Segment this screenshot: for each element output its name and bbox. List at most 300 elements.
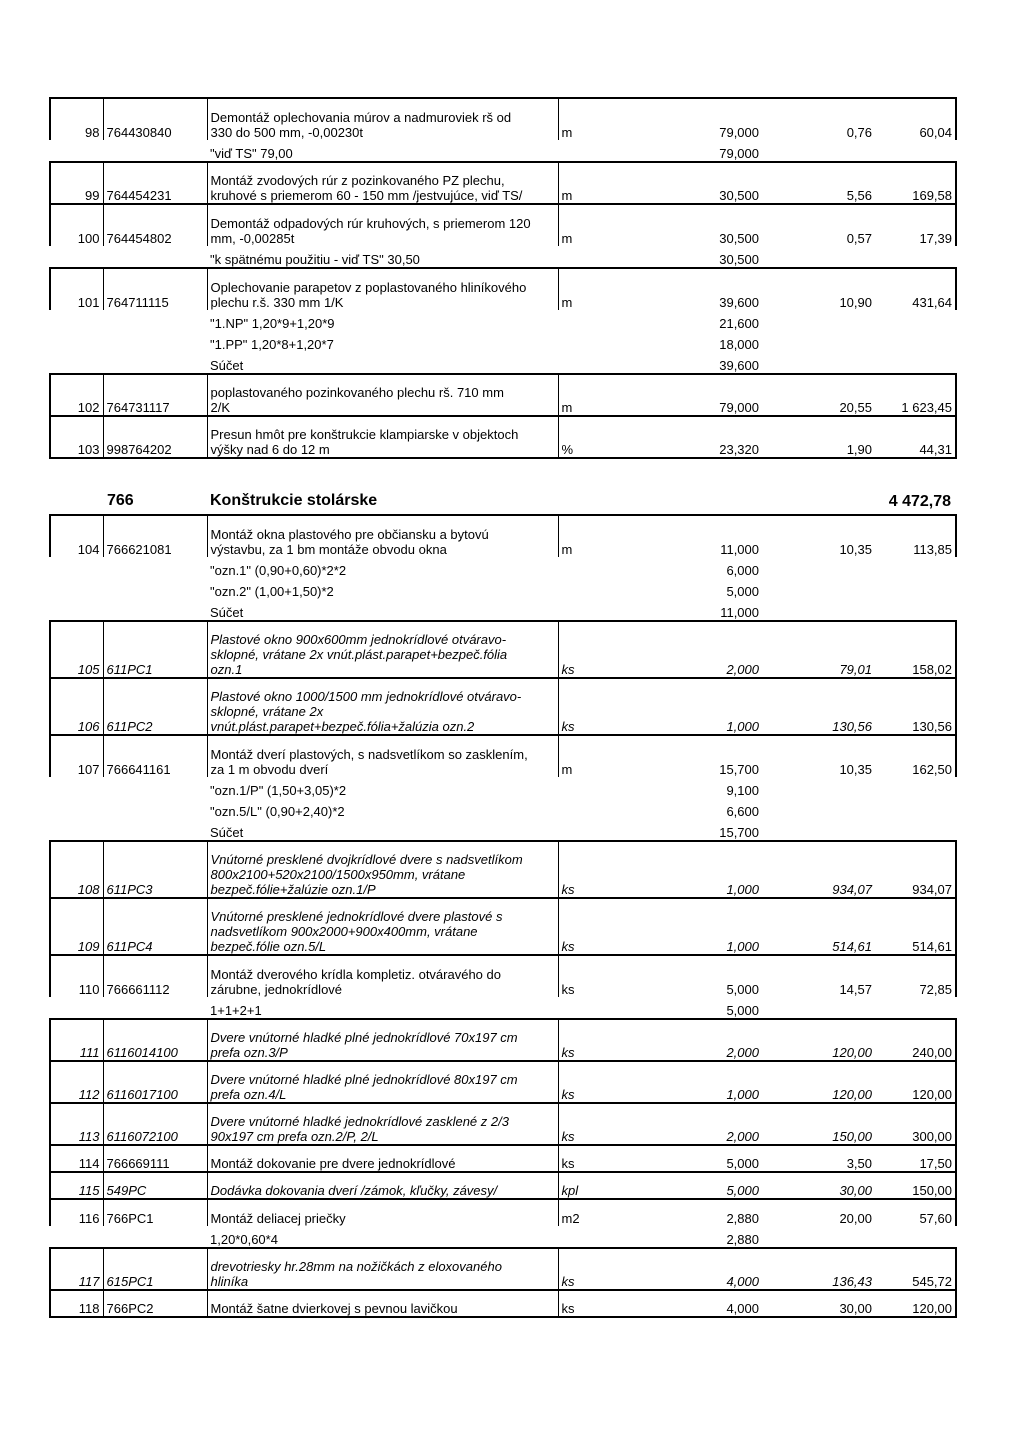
items-table-stolarske <box>49 514 957 1318</box>
empty-cell <box>762 352 875 374</box>
empty-cell <box>762 599 875 621</box>
table-row <box>50 898 956 955</box>
item-code: 766PC1 <box>103 1199 207 1226</box>
empty-cell <box>762 1226 875 1248</box>
item-total: 44,31 <box>875 416 956 458</box>
calculation-quantity: 5,000 <box>726 584 759 599</box>
item-quantity: 11,000 <box>612 515 762 557</box>
calculation-formula: "ozn.2" (1,00+1,50)*2 <box>210 584 334 599</box>
description-line: Presun hmôt pre konštrukcie klampiarske v objektoch <box>210 427 519 442</box>
item-unit: ks <box>558 898 612 955</box>
item-unit: m <box>558 515 612 557</box>
item-quantity: 5,000 <box>612 1145 762 1172</box>
item-total: 1 623,45 <box>875 374 956 416</box>
item-unit-price: 1,90 <box>762 416 875 458</box>
item-number: 112 <box>50 1061 103 1103</box>
table-row <box>50 515 956 557</box>
empty-cell <box>875 246 956 268</box>
empty-cell <box>50 578 103 599</box>
description-line: 800x2100+520x2100/1500x950mm, vrátane <box>210 867 466 882</box>
empty-cell <box>875 578 956 599</box>
empty-cell <box>558 798 612 819</box>
description-line: prefa ozn.3/P <box>210 1045 288 1060</box>
item-number: 102 <box>50 374 103 416</box>
description-line: bezpeč.fólie+žalúzie ozn.1/P <box>210 882 376 897</box>
item-unit: ks <box>558 1103 612 1145</box>
description-line: výstavbu, za 1 bm montáže obvodu okna <box>210 542 447 557</box>
table-row <box>50 1019 956 1061</box>
item-unit-price: 79,01 <box>762 621 875 678</box>
item-description <box>207 162 558 204</box>
item-number: 103 <box>50 416 103 458</box>
item-description <box>207 955 558 997</box>
item-description <box>207 735 558 777</box>
item-unit-price: 150,00 <box>762 1103 875 1145</box>
item-quantity: 15,700 <box>612 735 762 777</box>
item-number: 105 <box>50 621 103 678</box>
calculation-formula: Súčet <box>210 358 244 373</box>
calculation-row <box>50 777 956 798</box>
empty-cell <box>558 310 612 331</box>
item-total: 162,50 <box>875 735 956 777</box>
item-number: 107 <box>50 735 103 777</box>
description-line: za 1 m obvodu dverí <box>210 762 329 777</box>
empty-cell <box>103 331 207 352</box>
calculation-quantity: 79,000 <box>719 146 759 161</box>
description-line: Vnútorné presklené jednokrídlové dvere plastové s <box>210 909 503 924</box>
item-unit-price: 30,00 <box>762 1290 875 1317</box>
item-number: 117 <box>50 1248 103 1290</box>
item-unit-price: 10,90 <box>762 268 875 310</box>
calculation-row <box>50 599 956 621</box>
empty-cell <box>103 557 207 578</box>
description-line: mm, -0,00285t <box>210 231 295 246</box>
calculation-row <box>50 331 956 352</box>
description-line: sklopné, vrátane 2x vnút.plást.parapet+bezpeč.fólia <box>210 647 508 662</box>
item-unit: m <box>558 268 612 310</box>
item-total: 158,02 <box>875 621 956 678</box>
item-code: 6116072100 <box>103 1103 207 1145</box>
description-line: Montáž šatne dvierkovej s pevnou lavičkou <box>210 1301 458 1316</box>
item-quantity: 4,000 <box>612 1290 762 1317</box>
item-total: 17,50 <box>875 1145 956 1172</box>
item-description <box>207 1199 558 1226</box>
item-code: 766641161 <box>103 735 207 777</box>
empty-cell <box>558 997 612 1019</box>
empty-cell <box>50 246 103 268</box>
calculation-row <box>50 140 956 162</box>
table-row <box>50 1290 956 1317</box>
empty-cell <box>50 777 103 798</box>
item-number: 101 <box>50 268 103 310</box>
item-code: 764430840 <box>103 98 207 140</box>
description-line: plechu r.š. 330 mm 1/K <box>210 295 344 310</box>
item-code: 766621081 <box>103 515 207 557</box>
item-total: 150,00 <box>875 1172 956 1199</box>
description-line: Oplechovanie parapetov z poplastovaného hliníkového <box>210 280 527 295</box>
item-total: 514,61 <box>875 898 956 955</box>
item-unit: m2 <box>558 1199 612 1226</box>
item-description <box>207 416 558 458</box>
empty-cell <box>875 310 956 331</box>
calculation-formula: Súčet <box>210 825 244 840</box>
item-unit: ks <box>558 1248 612 1290</box>
item-unit: m <box>558 204 612 246</box>
item-description <box>207 204 558 246</box>
description-line: sklopné, vrátane 2x <box>210 704 324 719</box>
calculation-quantity: 21,600 <box>719 316 759 331</box>
item-unit: ks <box>558 1290 612 1317</box>
description-line: Montáž dverí plastových, s nadsvetlíkom so zasklením, <box>210 747 528 762</box>
empty-cell <box>875 599 956 621</box>
item-unit: ks <box>558 1061 612 1103</box>
item-code: 766661112 <box>103 955 207 997</box>
empty-cell <box>762 246 875 268</box>
calculation-row <box>50 798 956 819</box>
item-code: 998764202 <box>103 416 207 458</box>
item-unit: kpl <box>558 1172 612 1199</box>
description-line: vnút.plást.parapet+bezpeč.fólia+žalúzia ozn.2 <box>210 719 475 734</box>
item-description <box>207 678 558 735</box>
calculation-quantity: 2,880 <box>726 1232 759 1247</box>
item-total: 120,00 <box>875 1290 956 1317</box>
item-total: 240,00 <box>875 1019 956 1061</box>
item-description <box>207 621 558 678</box>
calculation-quantity: 6,600 <box>726 804 759 819</box>
item-unit-price: 10,35 <box>762 735 875 777</box>
calculation-formula: "ozn.1" (0,90+0,60)*2*2 <box>210 563 347 578</box>
calculation-row <box>50 578 956 599</box>
empty-cell <box>103 140 207 162</box>
item-unit-price: 14,57 <box>762 955 875 997</box>
item-total: 57,60 <box>875 1199 956 1226</box>
item-unit: ks <box>558 621 612 678</box>
empty-cell <box>762 777 875 798</box>
empty-cell <box>103 997 207 1019</box>
item-unit-price: 10,35 <box>762 515 875 557</box>
empty-cell <box>762 331 875 352</box>
description-line: Dodávka dokovania dverí /zámok, kľučky, závesy/ <box>210 1183 498 1198</box>
description-line: zárubne, jednokrídlové <box>210 982 343 997</box>
item-quantity: 30,500 <box>612 204 762 246</box>
empty-cell <box>103 310 207 331</box>
item-unit: m <box>558 374 612 416</box>
calculation-formula: "ozn.1/P" (1,50+3,05)*2 <box>210 783 347 798</box>
section-title: Konštrukcie stolárske <box>210 492 378 509</box>
item-code: 6116014100 <box>103 1019 207 1061</box>
item-code: 611PC2 <box>103 678 207 735</box>
empty-cell <box>50 819 103 841</box>
description-line: nadsvetlíkom 900x2000+900x400mm, vrátane <box>210 924 478 939</box>
empty-cell <box>875 1226 956 1248</box>
calculation-row <box>50 246 956 268</box>
calculation-row <box>50 352 956 374</box>
item-unit: m <box>558 735 612 777</box>
description-line: prefa ozn.4/L <box>210 1087 287 1102</box>
empty-cell <box>50 331 103 352</box>
calculation-row <box>50 819 956 841</box>
table-row <box>50 1145 956 1172</box>
item-total: 300,00 <box>875 1103 956 1145</box>
item-code: 611PC1 <box>103 621 207 678</box>
empty-cell <box>50 997 103 1019</box>
description-line: 2/K <box>210 400 231 415</box>
description-line: výšky nad 6 do 12 m <box>210 442 330 457</box>
item-total: 169,58 <box>875 162 956 204</box>
description-line: Montáž dverového krídla kompletiz. otváravého do <box>210 967 501 982</box>
empty-cell <box>558 246 612 268</box>
empty-cell <box>50 140 103 162</box>
item-number: 104 <box>50 515 103 557</box>
calculation-formula: Súčet <box>210 605 244 620</box>
item-unit: % <box>558 416 612 458</box>
empty-cell <box>875 997 956 1019</box>
description-line: drevotriesky hr.28mm na nožičkách z eloxovaného <box>210 1259 502 1274</box>
description-line: Montáž okna plastového pre občiansku a bytovú <box>210 527 489 542</box>
description-line: Plastové okno 900x600mm jednokrídlové otváravo- <box>210 632 507 647</box>
description-line: kruhové s priemerom 60 - 150 mm /jestvujúce, viď TS/ <box>210 188 523 203</box>
item-unit: ks <box>558 1145 612 1172</box>
item-quantity: 79,000 <box>612 374 762 416</box>
item-description <box>207 1019 558 1061</box>
calculation-row <box>50 310 956 331</box>
item-quantity: 23,320 <box>612 416 762 458</box>
table-row <box>50 374 956 416</box>
item-unit-price: 514,61 <box>762 898 875 955</box>
table-row <box>50 955 956 997</box>
calculation-formula: "k spätnému použitiu - viď TS" 30,50 <box>210 252 420 267</box>
item-description <box>207 841 558 898</box>
description-line: hliníka <box>210 1274 249 1289</box>
section-total: 4 472,78 <box>888 493 951 510</box>
description-line: 330 do 500 mm, -0,00230t <box>210 125 363 140</box>
item-quantity: 2,000 <box>612 1103 762 1145</box>
description-line: 90x197 cm prefa ozn.2/P, 2/L <box>210 1129 379 1144</box>
item-unit-price: 20,55 <box>762 374 875 416</box>
empty-cell <box>762 140 875 162</box>
calculation-quantity: 18,000 <box>719 337 759 352</box>
empty-cell <box>558 599 612 621</box>
item-quantity: 1,000 <box>612 898 762 955</box>
calculation-formula: 1,20*0,60*4 <box>210 1232 278 1247</box>
item-quantity: 30,500 <box>612 162 762 204</box>
item-unit-price: 120,00 <box>762 1061 875 1103</box>
empty-cell <box>558 777 612 798</box>
empty-cell <box>50 798 103 819</box>
table-row <box>50 621 956 678</box>
empty-cell <box>875 557 956 578</box>
item-description <box>207 1248 558 1290</box>
item-total: 934,07 <box>875 841 956 898</box>
calculation-quantity: 6,000 <box>726 563 759 578</box>
empty-cell <box>103 246 207 268</box>
item-number: 110 <box>50 955 103 997</box>
item-total: 130,56 <box>875 678 956 735</box>
item-code: 764731117 <box>103 374 207 416</box>
item-unit-price: 5,56 <box>762 162 875 204</box>
table-row <box>50 1248 956 1290</box>
table-row <box>50 1172 956 1199</box>
item-code: 611PC4 <box>103 898 207 955</box>
item-total: 113,85 <box>875 515 956 557</box>
calculation-row <box>50 997 956 1019</box>
empty-cell <box>103 599 207 621</box>
empty-cell <box>558 352 612 374</box>
item-description <box>207 1061 558 1103</box>
empty-cell <box>762 557 875 578</box>
item-code: 764454231 <box>103 162 207 204</box>
item-code: 764711115 <box>103 268 207 310</box>
empty-cell <box>558 331 612 352</box>
table-row <box>50 841 956 898</box>
item-number: 106 <box>50 678 103 735</box>
empty-cell <box>103 819 207 841</box>
item-number: 108 <box>50 841 103 898</box>
empty-cell <box>103 1226 207 1248</box>
item-description <box>207 374 558 416</box>
item-quantity: 5,000 <box>612 1172 762 1199</box>
table-row <box>50 162 956 204</box>
empty-cell <box>875 352 956 374</box>
item-unit: m <box>558 98 612 140</box>
table-row <box>50 1061 956 1103</box>
item-description <box>207 898 558 955</box>
empty-cell <box>103 777 207 798</box>
section-code: 766 <box>107 492 134 509</box>
item-code: 764454802 <box>103 204 207 246</box>
item-quantity: 1,000 <box>612 1061 762 1103</box>
empty-cell <box>103 352 207 374</box>
item-unit-price: 0,76 <box>762 98 875 140</box>
empty-cell <box>558 140 612 162</box>
item-number: 116 <box>50 1199 103 1226</box>
table-row <box>50 1103 956 1145</box>
item-total: 60,04 <box>875 98 956 140</box>
item-unit-price: 0,57 <box>762 204 875 246</box>
table-row <box>50 98 956 140</box>
calculation-quantity: 11,000 <box>720 605 759 620</box>
section-header <box>49 490 955 512</box>
table-row <box>50 678 956 735</box>
item-unit-price: 30,00 <box>762 1172 875 1199</box>
item-total: 545,72 <box>875 1248 956 1290</box>
description-line: ozn.1 <box>210 662 243 677</box>
item-number: 113 <box>50 1103 103 1145</box>
description-line: Dvere vnútorné hladké jednokrídlové zasklené z 2/3 <box>210 1114 509 1129</box>
item-code: 549PC <box>103 1172 207 1199</box>
item-quantity: 79,000 <box>612 98 762 140</box>
description-line: Montáž zvodových rúr z pozinkovaného PZ plechu, <box>210 173 505 188</box>
item-total: 120,00 <box>875 1061 956 1103</box>
empty-cell <box>558 557 612 578</box>
item-total: 17,39 <box>875 204 956 246</box>
calculation-row <box>50 557 956 578</box>
item-number: 99 <box>50 162 103 204</box>
calculation-row <box>50 1226 956 1248</box>
calculation-formula: "ozn.5/L" (0,90+2,40)*2 <box>210 804 345 819</box>
item-number: 114 <box>50 1145 103 1172</box>
empty-cell <box>103 798 207 819</box>
empty-cell <box>50 1226 103 1248</box>
calculation-quantity: 30,500 <box>719 252 759 267</box>
empty-cell <box>762 578 875 599</box>
empty-cell <box>50 310 103 331</box>
item-number: 115 <box>50 1172 103 1199</box>
item-description <box>207 1172 558 1199</box>
calculation-quantity: 5,000 <box>726 1003 759 1018</box>
empty-cell <box>558 819 612 841</box>
item-code: 6116017100 <box>103 1061 207 1103</box>
item-unit-price: 120,00 <box>762 1019 875 1061</box>
empty-cell <box>558 1226 612 1248</box>
empty-cell <box>875 777 956 798</box>
item-total: 72,85 <box>875 955 956 997</box>
description-line: Vnútorné presklené dvojkrídlové dvere s nadsvetlíkom <box>210 852 523 867</box>
description-line: Plastové okno 1000/1500 mm jednokrídlové otváravo- <box>210 689 522 704</box>
item-unit-price: 130,56 <box>762 678 875 735</box>
description-line: Montáž dokovanie pre dvere jednokrídlové <box>210 1156 456 1171</box>
item-unit: m <box>558 162 612 204</box>
calculation-quantity: 9,100 <box>726 783 759 798</box>
item-quantity: 2,880 <box>612 1199 762 1226</box>
item-unit: ks <box>558 841 612 898</box>
item-quantity: 1,000 <box>612 841 762 898</box>
item-description <box>207 515 558 557</box>
item-number: 111 <box>50 1019 103 1061</box>
table-row <box>50 416 956 458</box>
description-line: Demontáž odpadových rúr kruhových, s priemerom 120 <box>210 216 531 231</box>
empty-cell <box>762 798 875 819</box>
item-description <box>207 1290 558 1317</box>
table-row <box>50 1199 956 1226</box>
empty-cell <box>762 997 875 1019</box>
item-code: 766PC2 <box>103 1290 207 1317</box>
item-unit-price: 136,43 <box>762 1248 875 1290</box>
description-line: bezpeč.fólie ozn.5/L <box>210 939 327 954</box>
calculation-formula: "1.NP" 1,20*9+1,20*9 <box>210 316 335 331</box>
item-unit-price: 3,50 <box>762 1145 875 1172</box>
item-quantity: 39,600 <box>612 268 762 310</box>
item-unit-price: 934,07 <box>762 841 875 898</box>
item-code: 615PC1 <box>103 1248 207 1290</box>
empty-cell <box>50 352 103 374</box>
item-quantity: 4,000 <box>612 1248 762 1290</box>
empty-cell <box>875 140 956 162</box>
item-number: 109 <box>50 898 103 955</box>
table-row <box>50 268 956 310</box>
calculation-formula: 1+1+2+1 <box>210 1003 262 1018</box>
item-number: 118 <box>50 1290 103 1317</box>
item-quantity: 5,000 <box>612 955 762 997</box>
item-unit-price: 20,00 <box>762 1199 875 1226</box>
item-description <box>207 1145 558 1172</box>
item-unit: ks <box>558 1019 612 1061</box>
item-unit: ks <box>558 678 612 735</box>
item-description <box>207 268 558 310</box>
calculation-quantity: 15,700 <box>719 825 759 840</box>
description-line: Dvere vnútorné hladké plné jednokrídlové 80x197 cm <box>210 1072 518 1087</box>
table-row <box>50 735 956 777</box>
description-line: Demontáž oplechovania múrov a nadmuroviek rš od <box>210 110 512 125</box>
description-line: Dvere vnútorné hladké plné jednokrídlové 70x197 cm <box>210 1030 518 1045</box>
description-line: Montáž deliacej priečky <box>210 1211 346 1226</box>
calculation-quantity: 39,600 <box>719 358 759 373</box>
item-unit: ks <box>558 955 612 997</box>
item-number: 98 <box>50 98 103 140</box>
item-code: 766669111 <box>103 1145 207 1172</box>
item-description <box>207 98 558 140</box>
empty-cell <box>762 310 875 331</box>
